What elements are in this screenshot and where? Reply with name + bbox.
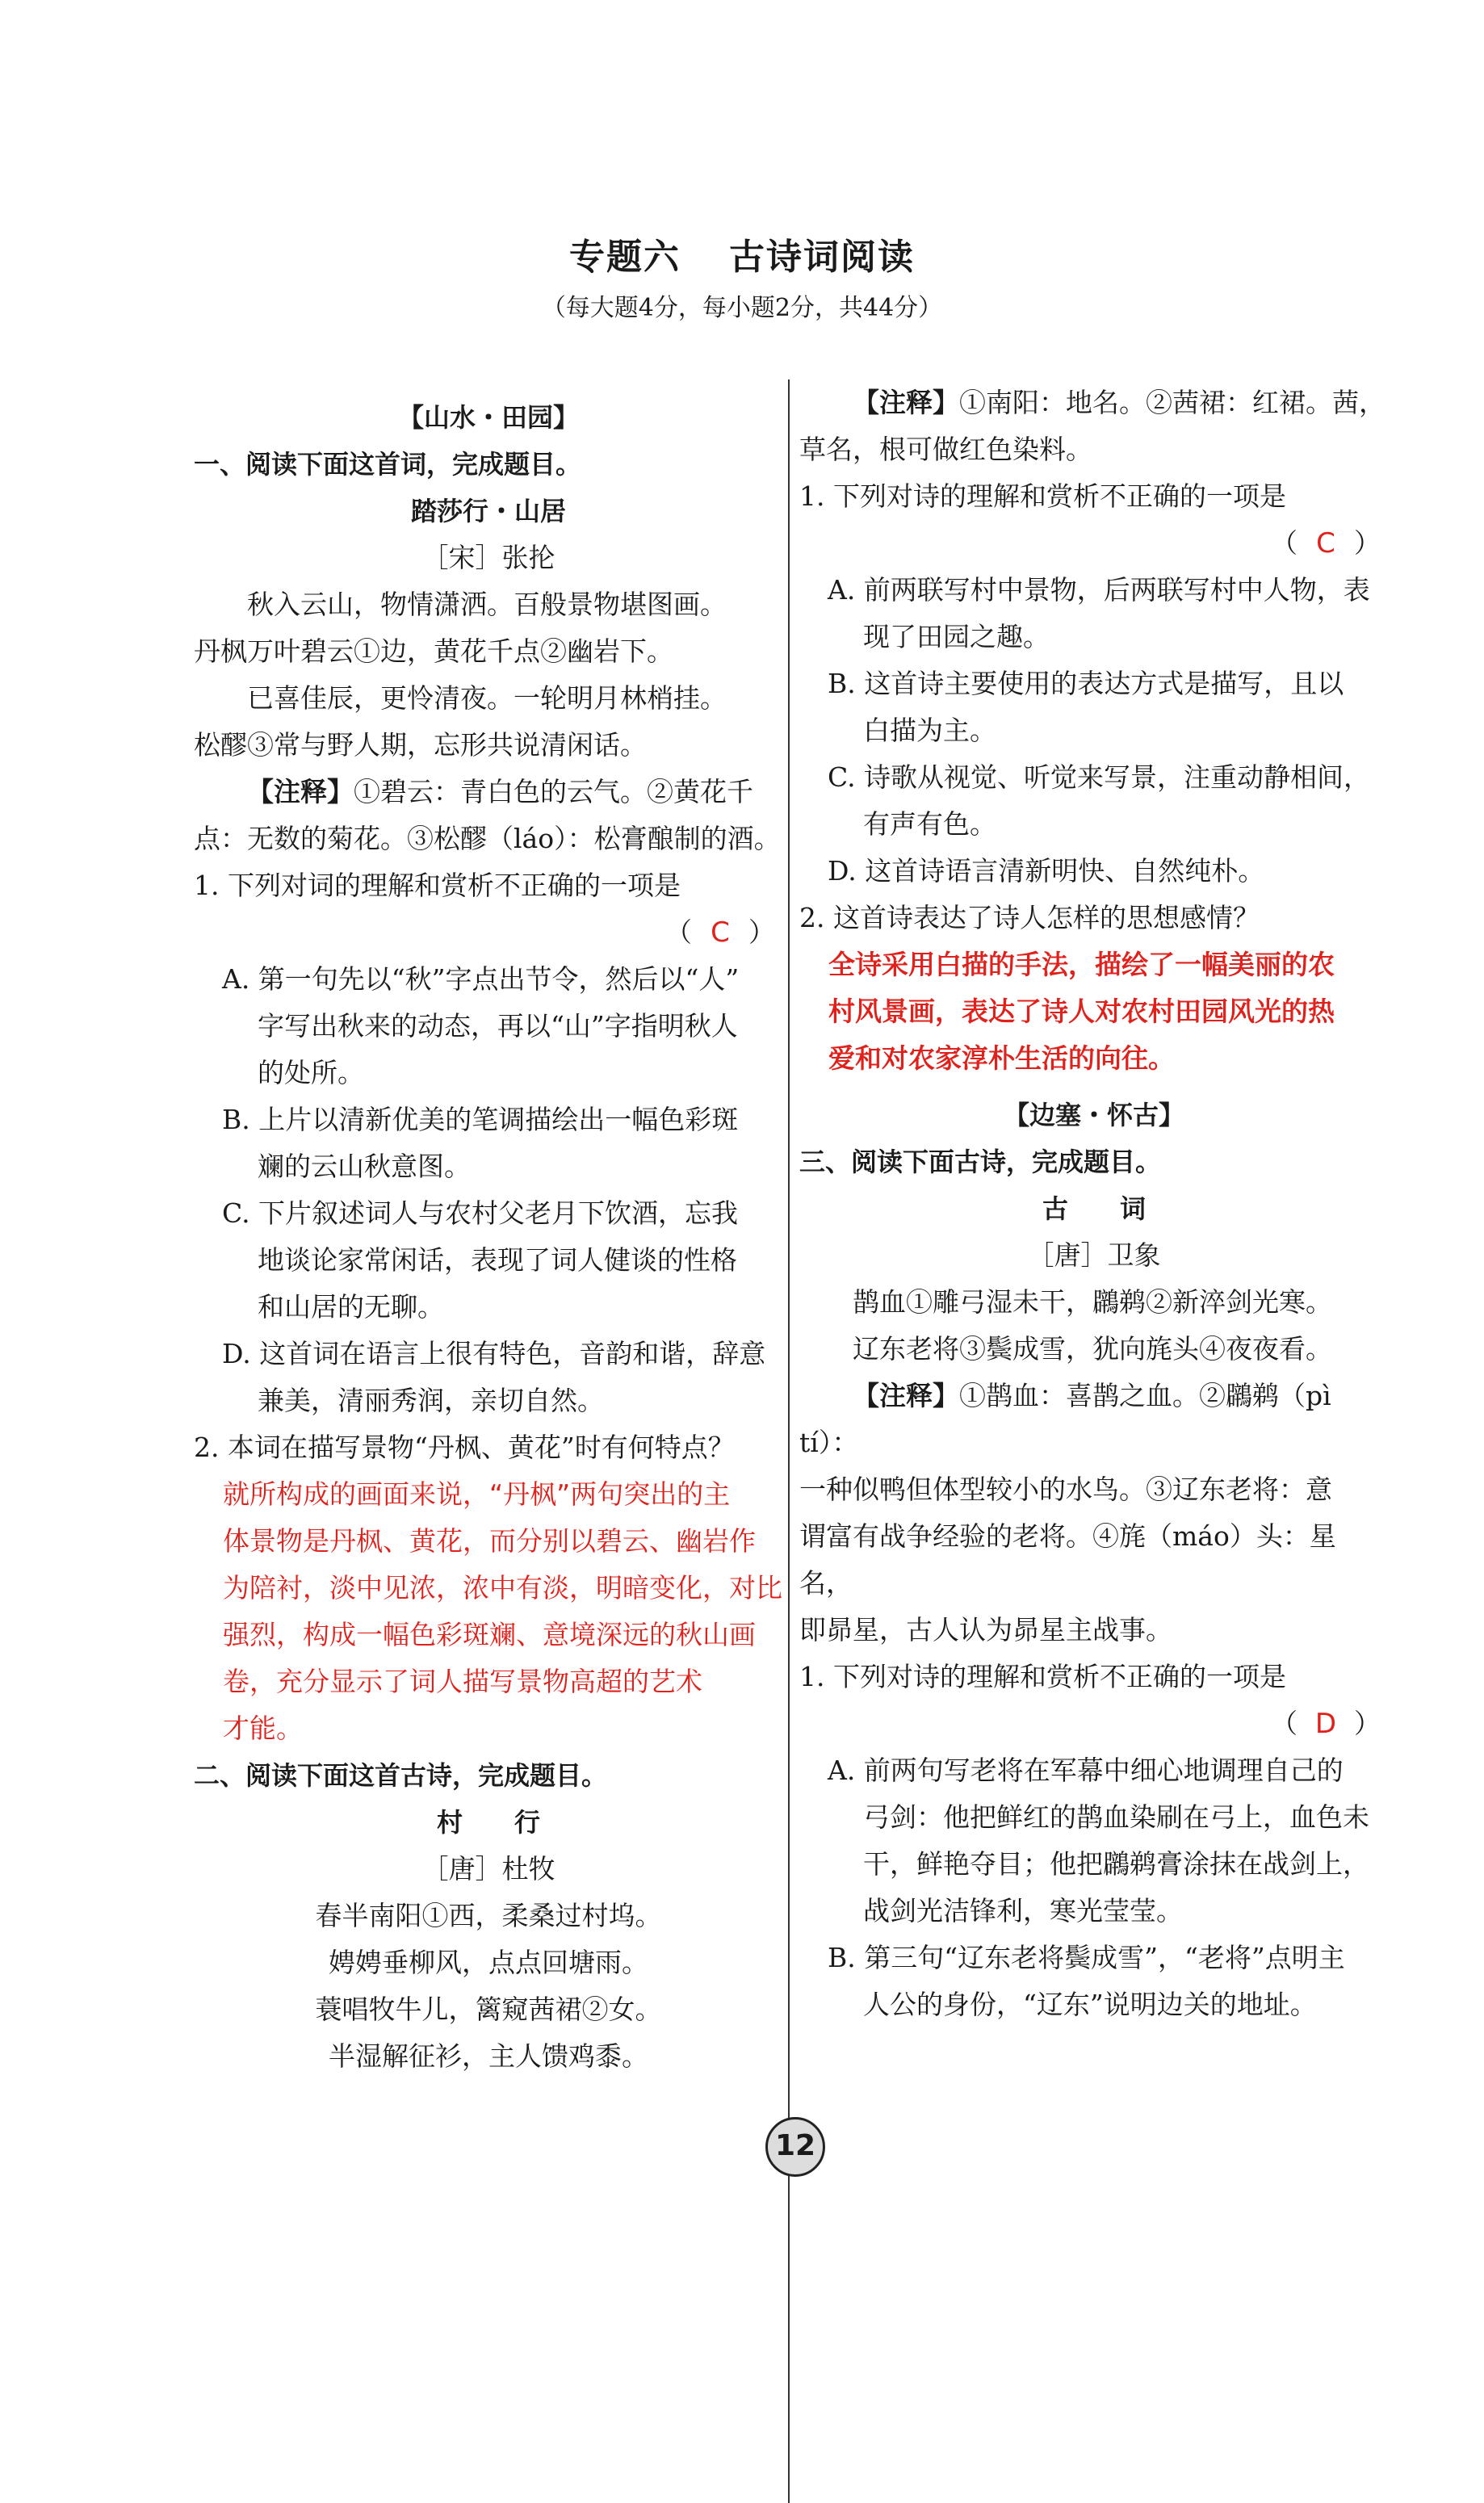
option-d (799, 848, 1389, 895)
annotation-text: 谓富有战争经验的老将。④旄（máo）头：星名， (799, 1520, 1336, 1599)
left-column (194, 394, 783, 2080)
poem-line: 已喜佳辰，更怜清夜。一轮明月林梢挂。 (247, 682, 727, 714)
poem-line: 辽东老将③鬓成雪，犹向旄头④夜夜看。 (853, 1333, 1332, 1365)
annotation (799, 379, 1389, 426)
option-line: 字写出秋来的动态，再以“山”字指明秋人 (258, 1010, 738, 1042)
answer-line: 为陪衬，淡中见浓，浓中有淡，明暗变化，对比 (223, 1572, 782, 1604)
question-stem: 2. 这首诗表达了诗人怎样的思想感情？ (799, 902, 1260, 933)
answer-line: 村风景画，表达了诗人对农村田园风光的热 (828, 996, 1335, 1027)
option-b (799, 660, 1389, 754)
option-a (194, 956, 783, 1096)
question-stem: 1. 下列对词的理解和赏析不正确的一项是 (194, 870, 681, 901)
answer-letter: C (1316, 527, 1335, 560)
answer-bracket: （ D ） (799, 1700, 1389, 1747)
option-a (799, 1747, 1389, 1935)
poem-author: ［唐］卫象 (1027, 1239, 1161, 1271)
answer-bracket: （ C ） (799, 520, 1389, 567)
answer-line: 才能。 (223, 1713, 303, 1744)
option-line: D. 这首诗语言清新明快、自然纯朴。 (828, 855, 1265, 887)
poem-line: 松醪③常与野人期，忘形共说清闲话。 (194, 729, 647, 761)
poem-line: 丹枫万叶碧云①边，黄花千点②幽岩下。 (194, 635, 673, 667)
answer-line: 体景物是丹枫、黄花，而分别以碧云、幽岩作 (223, 1525, 756, 1557)
poem-title: 踏莎行・山居 (410, 496, 566, 526)
right-column (799, 379, 1389, 2028)
option-c (799, 754, 1389, 848)
option-line: 现了田园之趣。 (863, 621, 1050, 652)
annotation-label: 【注释】 (853, 387, 959, 418)
option-line: C. 诗歌从视觉、听觉来写景，注重动静相间， (828, 761, 1371, 793)
option-line: B. 上片以清新优美的笔调描绘出一幅色彩斑 (222, 1104, 739, 1135)
option-line: 斓的云山秋意图。 (258, 1151, 471, 1182)
option-line: 干，鲜艳夺目；他把鸊鹈膏涂抹在战剑上， (863, 1848, 1369, 1880)
option-line: B. 第三句“辽东老将鬓成雪”，“老将”点明主 (828, 1942, 1345, 1973)
question-heading: 三、阅读下面古诗，完成题目。 (799, 1147, 1162, 1177)
annotation-label: 【注释】 (853, 1380, 959, 1411)
annotation (799, 1373, 1389, 1466)
page-subtitle: （每大题4分，每小题2分，共44分） (541, 294, 943, 322)
question-heading: 二、阅读下面这首古诗，完成题目。 (194, 1760, 608, 1791)
annotation-text: 即昴星，古人认为昴星主战事。 (799, 1614, 1172, 1646)
poem-title: 村 行 (436, 1807, 540, 1838)
option-line: C. 下片叙述词人与农村父老月下饮酒，忘我 (222, 1197, 739, 1229)
annotation-text: ①南阳：地名。②茜裙：红裙。茜， (959, 387, 1385, 418)
answer-line: 卷，充分显示了词人描写景物高超的艺术 (223, 1666, 702, 1697)
title-topic-name: 古诗词阅读 (729, 237, 915, 278)
option-line: 有声有色。 (863, 808, 996, 840)
option-line: 兼美，清丽秀润，亲切自然。 (258, 1385, 604, 1416)
option-c (194, 1190, 783, 1331)
option-line: 白描为主。 (863, 715, 996, 746)
annotation-text: 点：无数的菊花。③松醪（láo）：松膏酿制的酒。 (194, 823, 781, 854)
option-line: A. 前两句写老将在军幕中细心地调理自己的 (828, 1755, 1344, 1786)
option-line: A. 前两联写村中景物，后两联写村中人物，表 (828, 574, 1370, 606)
poem-line: 娉娉垂柳风，点点回塘雨。 (329, 1947, 648, 1978)
page-number: 12 (765, 2117, 825, 2177)
section-heading: 【山水・田园】 (397, 402, 579, 433)
option-b (194, 1096, 783, 1190)
question-stem: 1. 下列对诗的理解和赏析不正确的一项是 (799, 480, 1286, 512)
option-d (194, 1331, 783, 1424)
answer-line: 就所构成的画面来说，“丹枫”两句突出的主 (223, 1478, 731, 1510)
column-divider (788, 379, 790, 2503)
poem-line: 蓑唱牧牛儿，篱窥茜裙②女。 (315, 1994, 662, 2025)
option-line: 人公的身份，“辽东”说明边关的地址。 (863, 1989, 1317, 2020)
annotation-label: 【注释】 (247, 776, 354, 807)
answer-line: 全诗采用白描的手法，描绘了一幅美丽的农 (828, 949, 1335, 980)
poem-line: 半湿解征衫，主人馈鸡黍。 (329, 2040, 648, 2072)
poem-author: ［宋］张抡 (421, 542, 555, 573)
answer-line: 强烈，构成一幅色彩斑斓、意境深远的秋山画 (223, 1619, 756, 1650)
poem-title: 古 词 (1042, 1193, 1146, 1224)
poem-author: ［唐］杜牧 (421, 1853, 555, 1885)
poem-line: 春半南阳①西，柔桑过村坞。 (315, 1900, 662, 1931)
annotation-text: ①碧云：青白色的云气。②黄花千 (354, 776, 753, 807)
question-heading: 一、阅读下面这首词，完成题目。 (194, 449, 582, 480)
annotation-text: ①鹊血：喜鹊之血。②鸊鹈（pì tí）： (799, 1380, 1331, 1458)
option-line: D. 这首词在语言上很有特色，音韵和谐，辞意 (222, 1338, 766, 1369)
option-line: 和山居的无聊。 (258, 1291, 444, 1323)
answer-text (194, 1471, 783, 1752)
answer-letter: C (711, 916, 730, 949)
option-line: A. 第一句先以“秋”字点出节令，然后以“人” (222, 963, 740, 995)
question-stem: 2. 本词在描写景物“丹枫、黄花”时有何特点？ (194, 1432, 735, 1463)
page-title (0, 228, 1484, 279)
section-heading: 【边塞・怀古】 (1003, 1100, 1184, 1130)
question-stem: 1. 下列对诗的理解和赏析不正确的一项是 (799, 1661, 1286, 1692)
option-line: 的处所。 (258, 1057, 364, 1088)
poem-line: 秋入云山，物情潇洒。百般景物堪图画。 (247, 589, 727, 620)
option-b (799, 1935, 1389, 2028)
annotation (194, 769, 783, 815)
poem-line: 鹊血①雕弓湿未干，鸊鹈②新淬剑光寒。 (853, 1286, 1332, 1318)
answer-letter: D (1314, 1708, 1337, 1740)
annotation-text: 草名，根可做红色染料。 (799, 434, 1092, 465)
answer-bracket: （ C ） (194, 909, 783, 956)
option-a (799, 567, 1389, 660)
title-topic-number: 专题六 (569, 237, 681, 278)
option-line: 地谈论家常闲话，表现了词人健谈的性格 (258, 1244, 737, 1276)
option-line: 战剑光洁锋利，寒光莹莹。 (863, 1895, 1183, 1927)
answer-line: 爱和对农家淳朴生活的向往。 (828, 1042, 1175, 1074)
option-line: 弓剑：他把鲜红的鹊血染刷在弓上，血色未 (863, 1801, 1369, 1833)
annotation-text: 一种似鸭但体型较小的水鸟。③辽东老将：意 (799, 1474, 1332, 1505)
option-line: B. 这首诗主要使用的表达方式是描写，且以 (828, 668, 1344, 699)
answer-text (799, 941, 1389, 1082)
